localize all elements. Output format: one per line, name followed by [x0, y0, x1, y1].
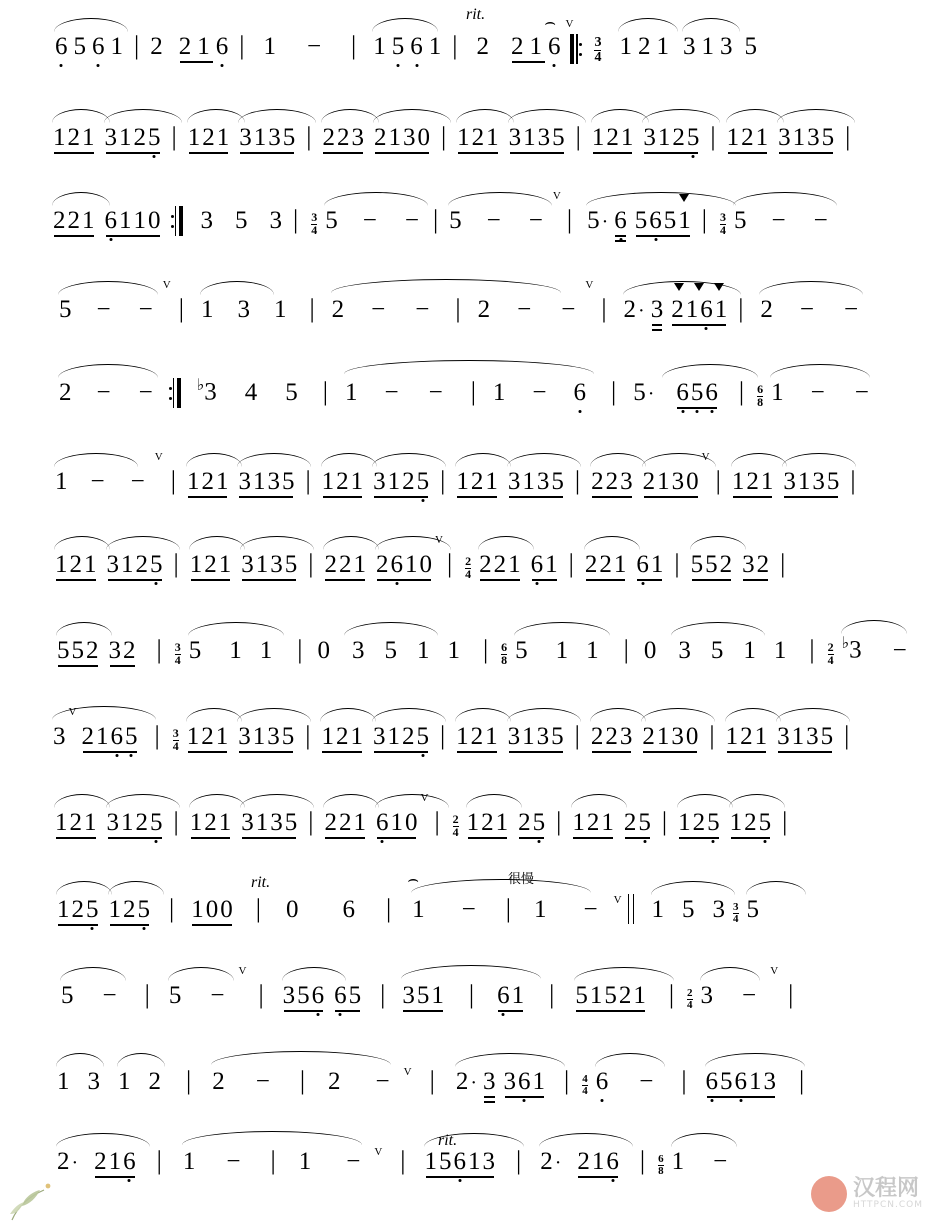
watermark-logo-icon: [811, 1176, 847, 1212]
note: 6: [55, 32, 68, 60]
watermark-subtext: HTTPCN.COM: [852, 1200, 923, 1210]
note: 1: [197, 32, 210, 60]
note: 6: [410, 32, 423, 60]
note: 6: [547, 32, 561, 60]
music-line: 2 · 216 | 1 − | 1 − $^V$ | 15613 | 2 · 216 | $\frac{6}{8}$ 1 − rit.: [0, 1118, 933, 1204]
note: 5: [744, 32, 757, 60]
note: 1: [619, 32, 632, 60]
note: 2: [637, 32, 651, 60]
music-line: 221 6110 3 5 3 | $\frac{3}{4}$ 5 − − | 5 − − V | 5 · 6 5651 | $\frac{3}{4}$ 5 − −: [0, 172, 933, 258]
note: 1: [110, 32, 123, 60]
note: 1: [656, 32, 669, 60]
leaf-decoration-icon: [8, 1162, 78, 1222]
music-line: 121 3125 | 121 3135 | 221 2610 V | $\frac{2}{4}$ 221 61 | 221 61 | 552 32 |: [55, 533, 786, 581]
tempo-annotation-very-slow: 很慢: [508, 872, 535, 887]
note: 2: [178, 32, 192, 60]
bow-v-mark: V: [565, 17, 574, 30]
barline: |: [239, 30, 245, 60]
note: 2: [150, 32, 163, 60]
rit-marking: rit.: [251, 874, 271, 891]
music-line: [0, 0, 933, 86]
note: 1: [373, 32, 386, 60]
music-line: 121 3125 | 121 3135 | 223 2130 | 121 3135 | 121 3125 | 121 3135 |: [0, 86, 933, 172]
barline: |: [452, 30, 458, 60]
music-line: 2 − − ♭3 4 5 | 1 − − | 1 − 6 | 5 · 656 | $\frac{6}{8}$ 1 − −: [0, 344, 933, 430]
note: 3: [719, 32, 733, 60]
note: 1: [428, 32, 442, 60]
note: 1: [701, 32, 714, 60]
watermark: [811, 1176, 923, 1212]
music-line: 552 32 | $\frac{3}{4}$ 5 1 1 | 0 3 5 1 1 | $\frac{6}{8}$ 5 1 1 | 0 3 5 1 1 | $\frac{2}{4}$ ♭3 −: [0, 602, 933, 688]
music-line: 121 3125 | 121 3135 | 221 610 V | $\frac{2}{4}$ 121 25 | 121 25 | 125 125 |: [55, 791, 788, 839]
repeat-end-barline: [171, 206, 183, 236]
barline: |: [134, 30, 140, 60]
rit-marking: rit.: [438, 1132, 458, 1149]
fermata-icon: ⌢: [544, 11, 557, 32]
sustain-dash: −: [306, 32, 322, 60]
barline: |: [351, 30, 357, 60]
note: 5: [73, 32, 86, 60]
rit-marking: rit.: [466, 6, 486, 23]
watermark-text: 汉程网: [852, 1176, 919, 1201]
note: 3: [682, 32, 696, 60]
time-signature: $\frac{3}{4}$: [594, 35, 602, 65]
note: 5: [391, 32, 405, 60]
music-line: 5 − − V | 1 3 1 | 2 − − | 2 − − V | 2 · 3 2 1 6 1 | 2 − −: [0, 258, 933, 344]
note: 1: [263, 32, 276, 60]
note: 6: [92, 32, 105, 60]
music-line: 5 − | 5 − V | 356 65 | 351 | 61 | 51521 | $\frac{2}{4}$ 3 − V |: [61, 964, 794, 1011]
repeat-start-barline: [570, 34, 582, 64]
note: 2: [510, 32, 524, 60]
note: 1: [529, 32, 542, 60]
note: 2: [476, 32, 489, 60]
music-line: 125 125 | 100 | 0 6 | 1 ⌢ − | 1 − $^V$ 1 5 3 $\frac{3}{4}$ 5 rit. 很慢: [0, 860, 933, 946]
triangle-mark: [679, 194, 689, 202]
music-line: 1 − − V | 121 3135 | 121 3125 | 121 3135 | 223 2130 V | 121 3135 |: [0, 430, 933, 516]
note: 6: [215, 32, 229, 60]
music-line: 3 2165 V | $\frac{3}{4}$ 121 3135 | 121 3125 | 121 3135 | 223 2130 | 121 3135 |: [53, 705, 850, 753]
music-line: 1 3 1 2 | 2 − | 2 − $^V$ | 2 · 3 361 | $\frac{4}{4}$ 6 − | 65613 |: [0, 1032, 933, 1118]
